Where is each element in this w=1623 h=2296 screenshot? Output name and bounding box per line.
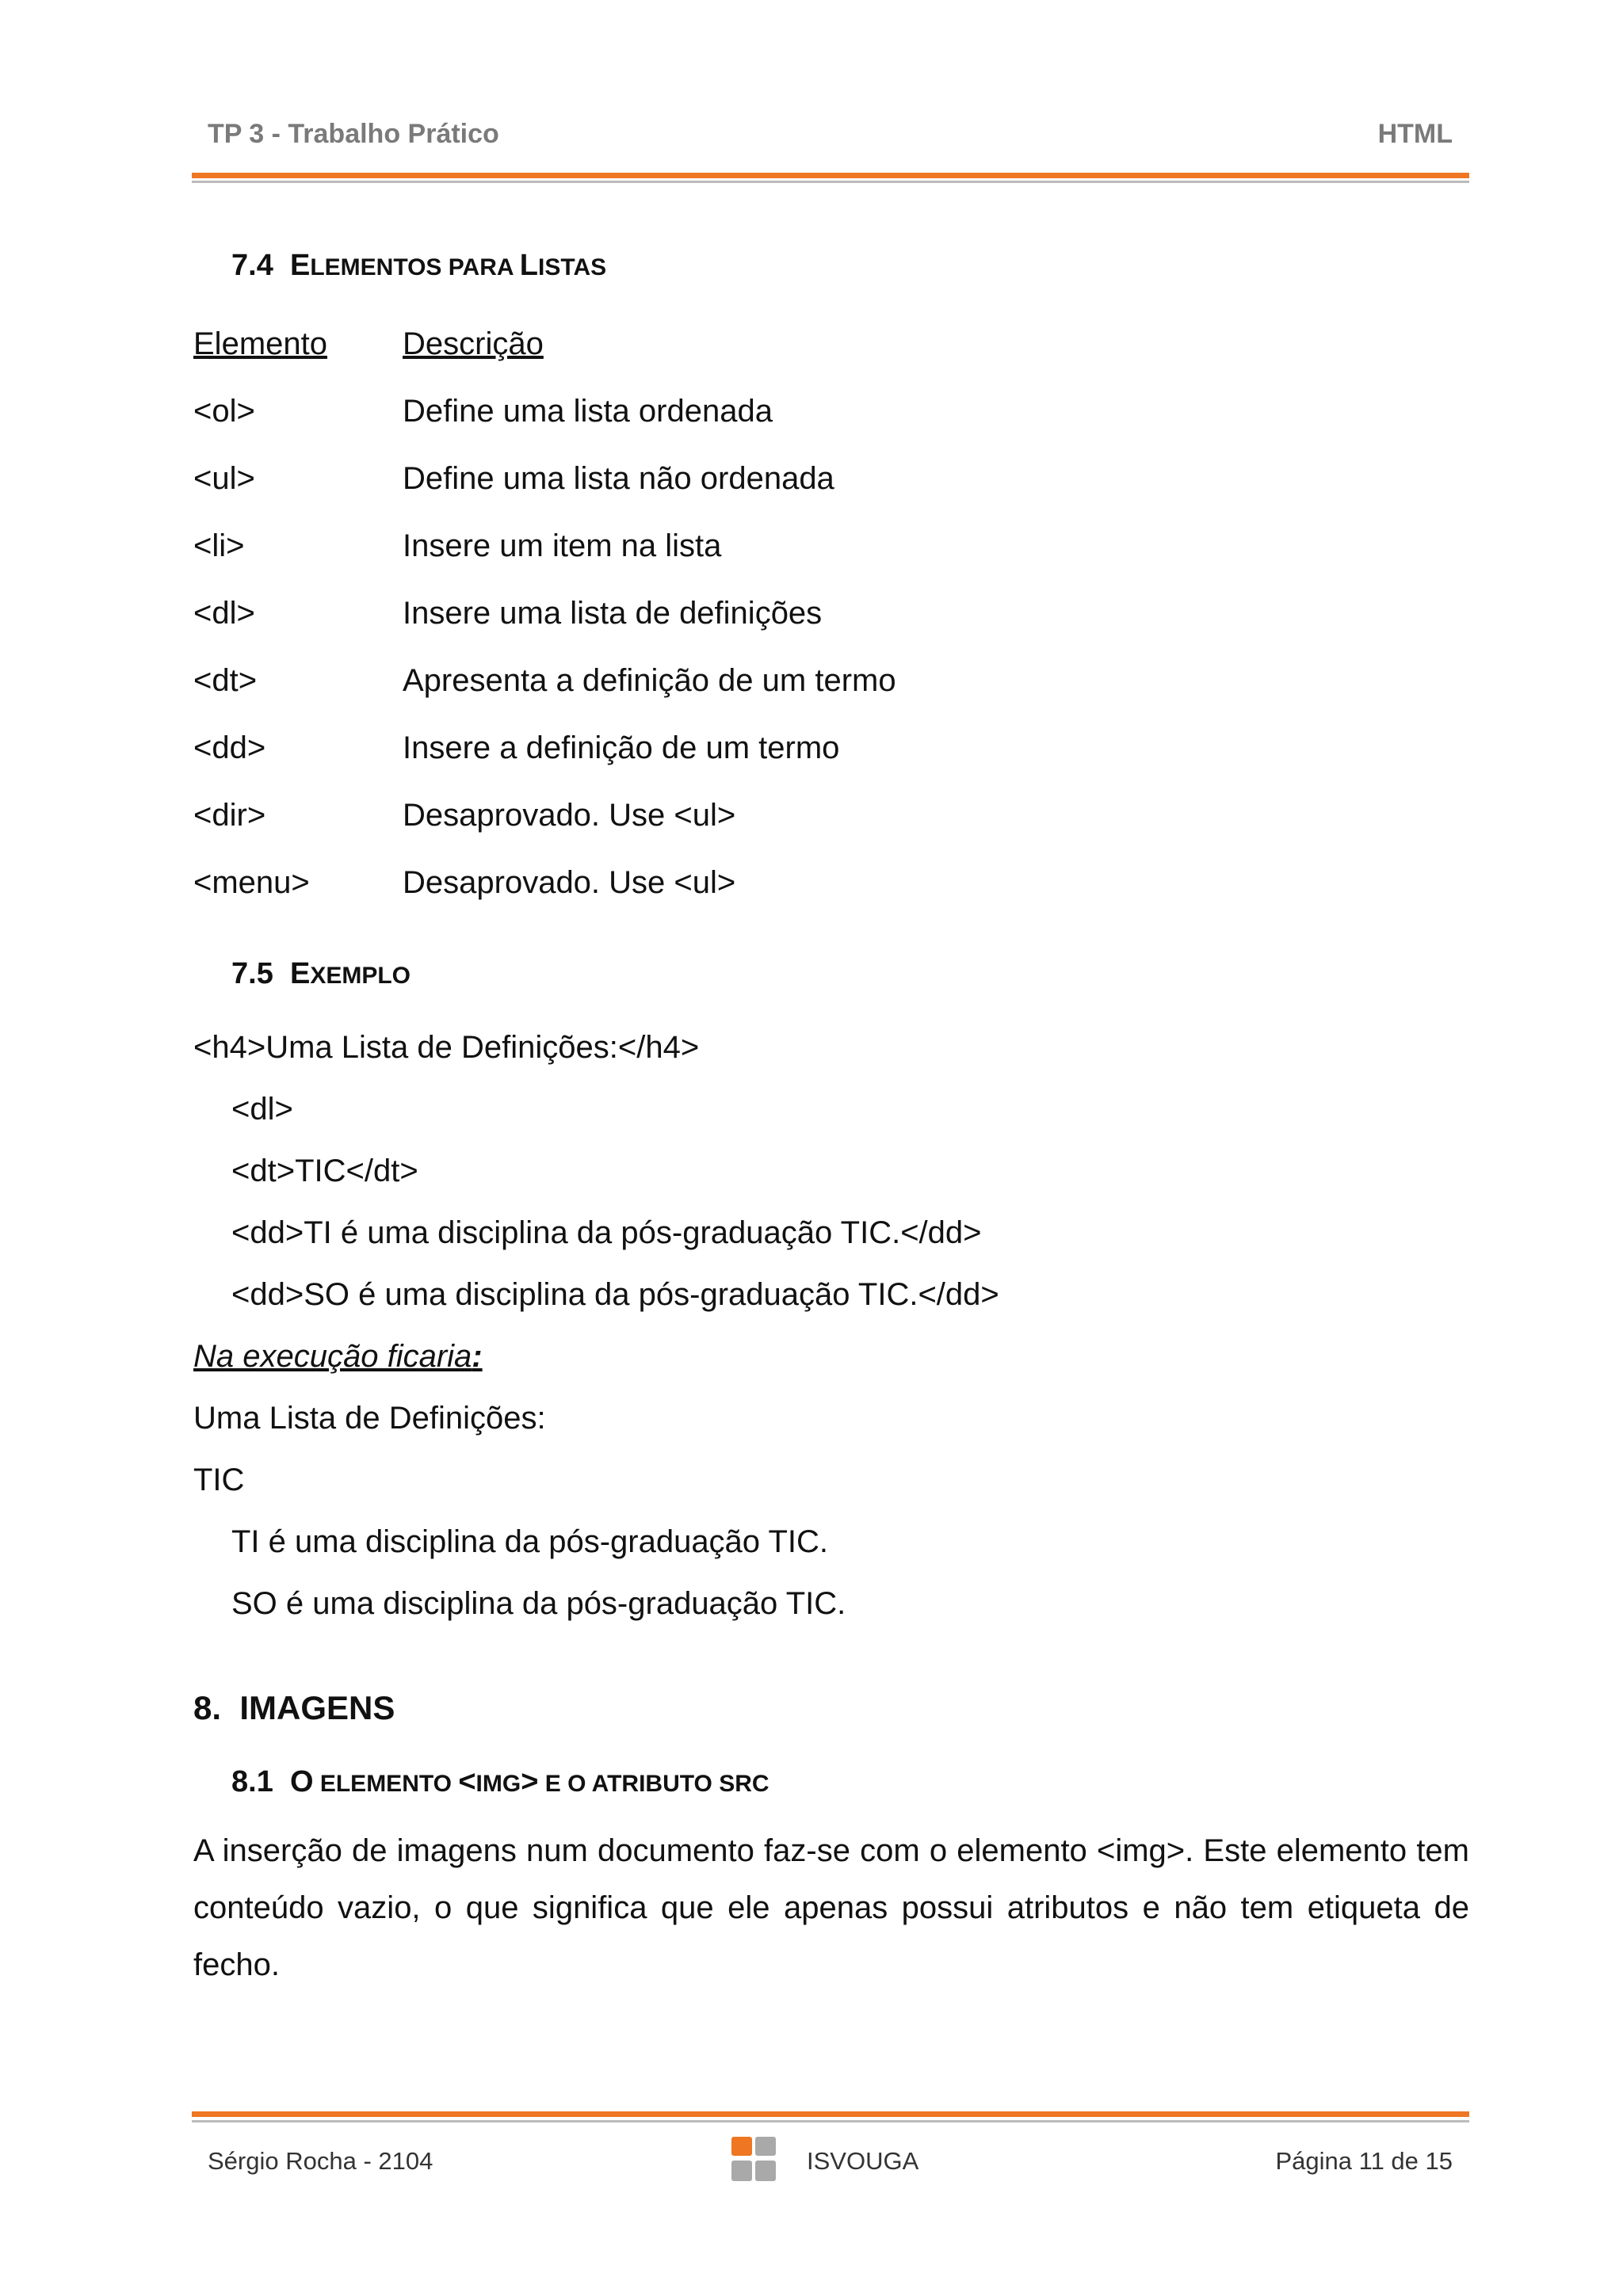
table-cell-element: <dir> (193, 798, 266, 833)
code-line: <dd>SO é uma disciplina da pós-graduação TIC.</dd> (231, 1277, 999, 1312)
footer-rule-thin (192, 2120, 1469, 2122)
isvouga-logo-icon (730, 2135, 777, 2183)
result-definition: SO é uma disciplina da pós-graduação TIC. (231, 1586, 846, 1621)
column-header-element: Elemento (193, 326, 327, 361)
table-cell-description: Insere a definição de um termo (403, 730, 840, 765)
section-number: 8.1 (231, 1765, 273, 1798)
img-intro-paragraph (193, 1822, 1469, 1993)
table-cell-description: Apresenta a definição de um termo (403, 663, 896, 698)
table-cell-element: <dd> (193, 730, 266, 765)
execution-label-text: Na execução ficaria (193, 1339, 472, 1374)
table-cell-description: Insere um item na lista (403, 528, 722, 563)
title-part: ELEMENTO (313, 1771, 459, 1797)
title-part: < (458, 1765, 476, 1798)
table-cell-description: Define uma lista ordenada (403, 394, 773, 429)
title-part: E (289, 957, 311, 990)
title-part: O (289, 1765, 314, 1798)
table-cell-element: <dt> (193, 663, 258, 698)
section-number: 7.4 (231, 249, 273, 282)
table-cell-description: Insere uma lista de definições (403, 596, 823, 631)
section-8-heading (193, 1689, 395, 1727)
table-cell-element: <ol> (193, 394, 255, 429)
paragraph-text: A inserção de imagens num documento faz-se com o elemento <img>. Este elemento tem conteúdo vazio, o que significa que ele apenas possui atributos e não tem etiqueta de fecho. (193, 1833, 1469, 1982)
table-cell-description: Desaprovado. Use <ul> (403, 798, 736, 833)
table-cell-description: Desaprovado. Use <ul> (403, 865, 736, 900)
title-part: ISTAS (538, 254, 607, 280)
section-title: IMAGENS (239, 1689, 395, 1726)
footer-page-number: Página 11 de 15 (1275, 2147, 1453, 2175)
execution-label (193, 1337, 483, 1375)
execution-label-colon: : (472, 1339, 483, 1374)
footer-school: ISVOUGA (807, 2147, 919, 2175)
section-7-5-heading (231, 957, 411, 991)
section-8-1-heading (231, 1765, 769, 1799)
table-cell-description: Define uma lista não ordenada (403, 461, 834, 496)
footer-rule (192, 2111, 1469, 2117)
title-part: IMG (475, 1771, 521, 1797)
table-cell-element: <li> (193, 528, 245, 563)
header-title: TP 3 - Trabalho Prático (208, 119, 499, 149)
code-line: <dd>TI é uma disciplina da pós-graduação TIC.</dd> (231, 1215, 982, 1250)
code-line: <dl> (231, 1092, 293, 1127)
result-heading: Uma Lista de Definições: (193, 1401, 546, 1436)
code-line: <h4>Uma Lista de Definições:</h4> (193, 1030, 700, 1065)
title-part: E O ATRIBUTO SRC (538, 1771, 769, 1797)
table-cell-element: <dl> (193, 596, 255, 631)
column-header-description: Descrição (403, 326, 544, 361)
title-part: > (521, 1765, 539, 1798)
title-part: XEMPLO (310, 963, 411, 989)
result-definition: TI é uma disciplina da pós-graduação TIC. (231, 1524, 828, 1559)
section-number: 8. (193, 1689, 222, 1726)
header-rule-thin (192, 181, 1469, 183)
table-cell-element: <ul> (193, 461, 255, 496)
table-cell-element: <menu> (193, 865, 310, 900)
footer-author: Sérgio Rocha - 2104 (208, 2147, 433, 2175)
section-7-4-heading (231, 249, 606, 283)
result-term: TIC (193, 1463, 245, 1497)
section-number: 7.5 (231, 957, 273, 990)
title-part: L (519, 249, 538, 282)
title-part: E (289, 249, 311, 282)
header-rule (192, 173, 1469, 178)
title-part: LEMENTOS PARA (310, 254, 520, 280)
code-line: <dt>TIC</dt> (231, 1154, 418, 1188)
header-subject: HTML (1377, 119, 1453, 149)
